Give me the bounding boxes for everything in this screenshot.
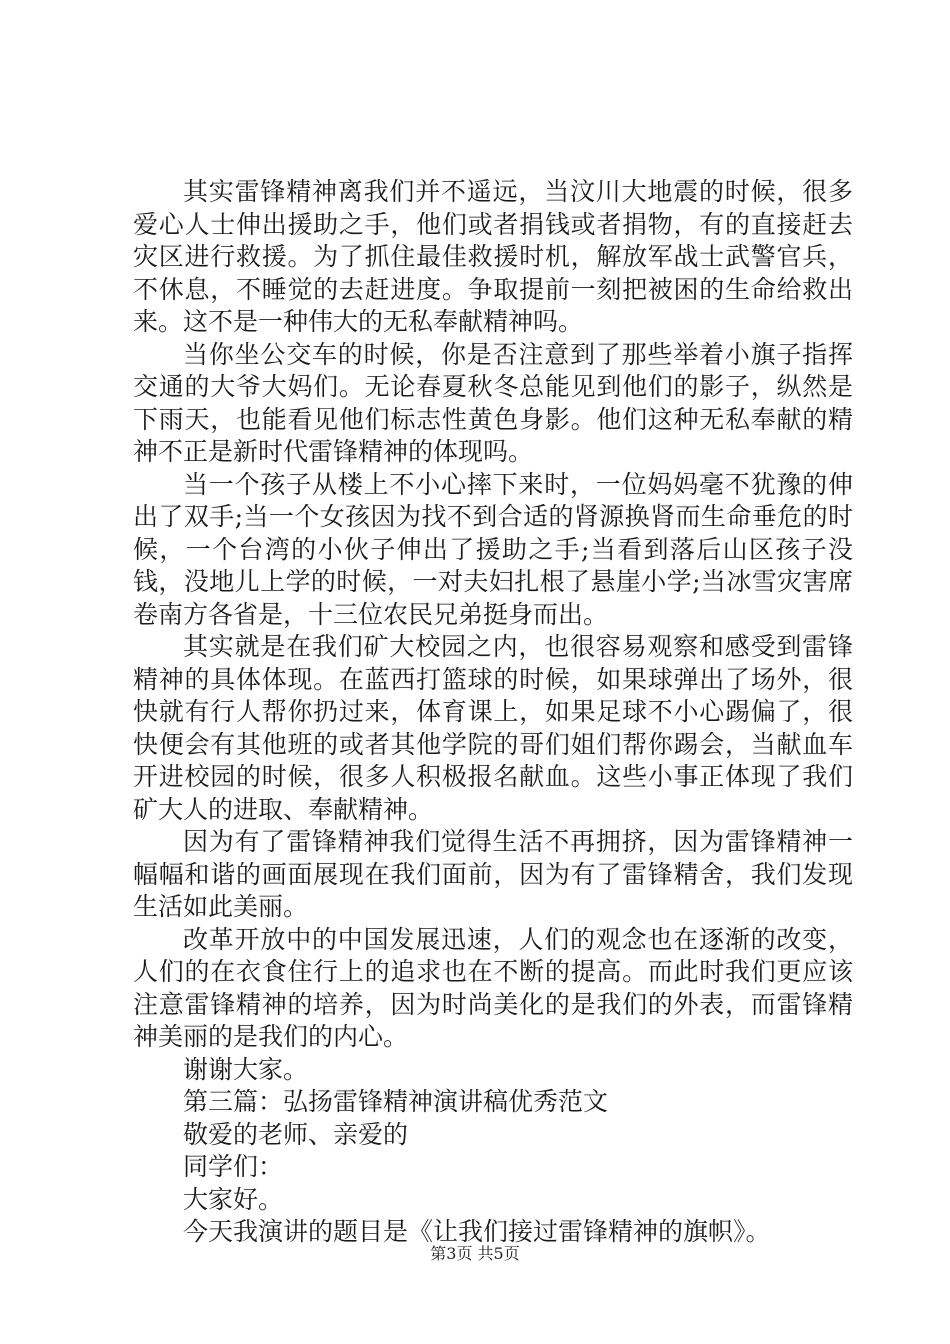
- paragraph-examples: 当一个孩子从楼上不小心摔下来时，一位妈妈毫不犹豫的伸出了双手;当一个女孩因为找不到合适的肾源换肾而生命垂危的时候，一个台湾的小伙子伸出了援助之手;当看到落后山区孩子没钱，没地儿上学的时候，一对夫妇扎根了悬崖小学;当冰雪灾害席卷南方各省是，十三位农民兄弟挺身而出。: [133, 469, 853, 629]
- line-greeting: 大家好。: [183, 1184, 284, 1214]
- line-salutation: 敬爱的老师、亲爱的: [183, 1119, 409, 1149]
- paragraph-bus: 当你坐公交车的时候，你是否注意到了那些举着小旗子指挥交通的大爷大妈们。无论春夏秋冬总能见到他们的影子，纵然是下雨天，也能看见他们标志性黄色身影。他们这种无私奉献的精神不正是新时代雷锋精神的体现吗。: [133, 339, 853, 466]
- paragraph-earthquake: 其实雷锋精神离我们并不遥远，当汶川大地震的时候，很多爱心人士伸出援助之手，他们或者捐钱或者捐物，有的直接赶去灾区进行救援。为了抓住最佳救援时机，解放军战士武警官兵，不休息，不睡觉的去赶进度。争取提前一刻把被困的生命给救出来。这不是一种伟大的无私奉献精神吗。: [133, 177, 853, 336]
- page-footer: 第3页 共5页: [430, 1244, 520, 1263]
- line-topic: 今天我演讲的题目是《让我们接过雷锋精神的旗帜》。: [183, 1217, 771, 1246]
- paragraph-campus: 其实就是在我们矿大校园之内，也很容易观察和感受到雷锋精神的具体体现。在蓝西打篮球的时候，如果球弹出了场外，很快就有行人帮你扔过来，体育课上，如果足球不小心踢偏了，很快便会有其他班的或者其他学院的哥们姐们帮你踢会，当献血车开进校园的时候，很多人积极报名献血。这些小事正体现了我们矿大人的进取、奉献精神。: [133, 632, 853, 824]
- line-salutation-cont: 同学们：: [183, 1152, 284, 1181]
- paragraph-harmony: 因为有了雷锋精神我们觉得生活不再拥挤，因为雷锋精神一幅幅和谐的画面展现在我们面前，因为有了雷锋精舍，我们发现生活如此美丽。: [133, 827, 853, 921]
- paragraph-reform: 改革开放中的中国发展迅速，人们的观念也在逐渐的改变，人们的在衣食住行上的追求也在不断的提高。而此时我们更应该注意雷锋精神的培养，因为时尚美化的是我们的外表，而雷锋精神美丽的是我们的内心。: [133, 924, 853, 1051]
- section-heading: 第三篇：弘扬雷锋精神演讲稿优秀范文: [183, 1087, 609, 1116]
- document-body: [133, 176, 853, 1249]
- line-thanks: 谢谢大家。: [183, 1054, 309, 1084]
